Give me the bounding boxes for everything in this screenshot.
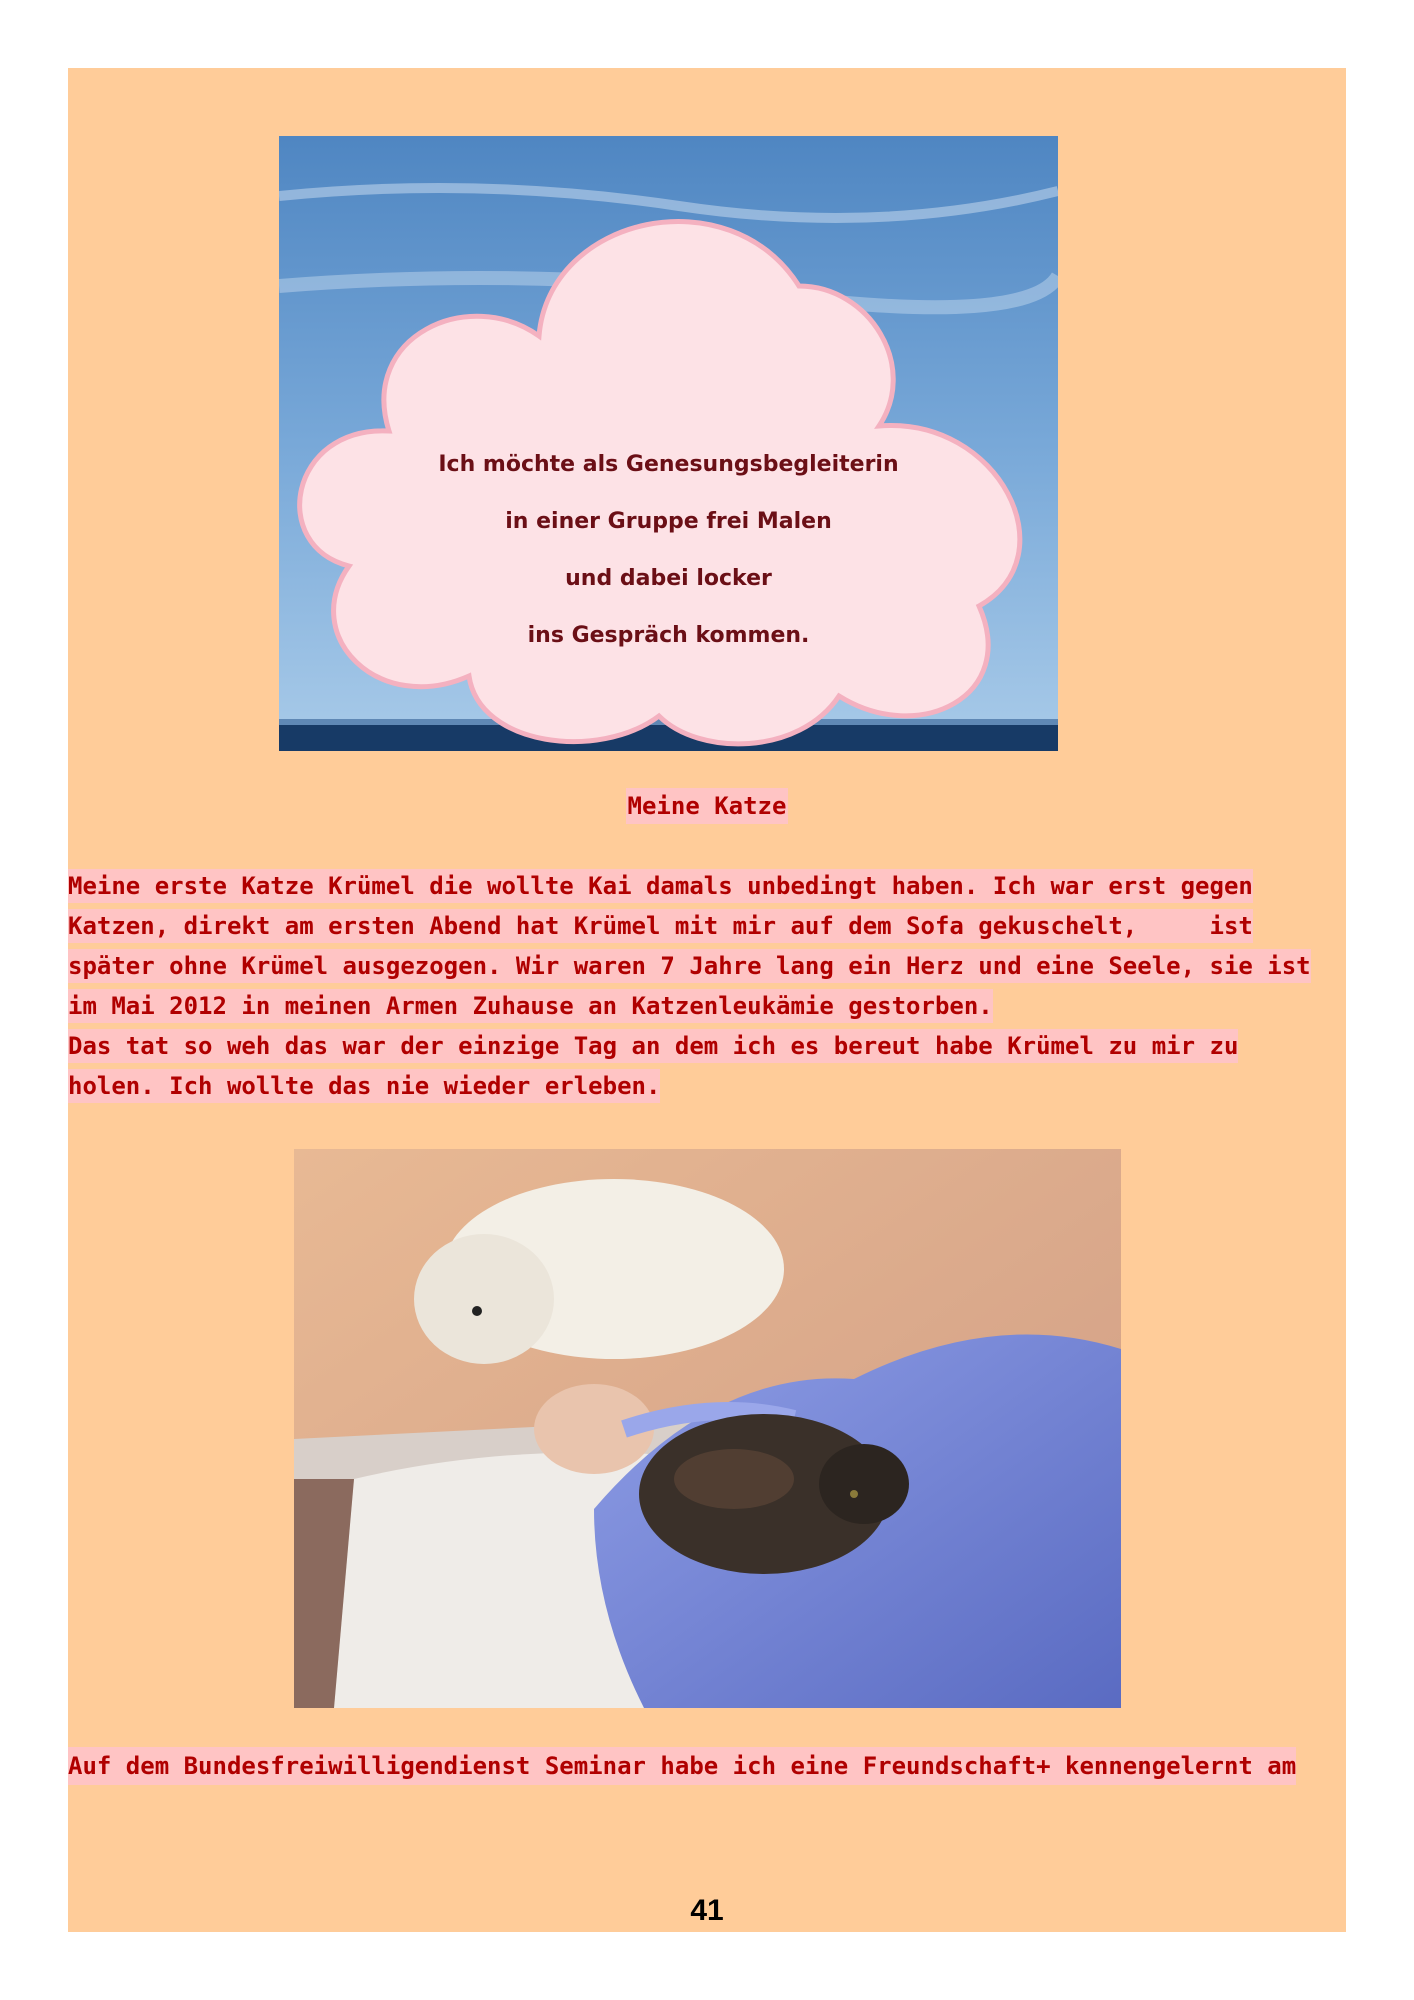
page-number: 41: [690, 1894, 724, 1927]
paragraph-line: im Mai 2012 in meinen Armen Zuhause an Katzenleukämie gestorben.: [68, 989, 993, 1023]
cloud-line: und dabei locker: [565, 566, 772, 591]
paragraph-line: später ohne Krümel ausgezogen. Wir waren 7 Jahre lang ein Herz und eine Seele, sie ist: [68, 949, 1311, 983]
paragraph-line: Katzen, direkt am ersten Abend hat Krümel mit mir auf dem Sofa gekuschelt, ist: [68, 909, 1253, 943]
cloud-photo: [279, 136, 1058, 751]
cat-illustration: [294, 1149, 1121, 1708]
paragraph-line: Das tat so weh das war der einzige Tag an dem ich es bereut habe Krümel zu mir zu: [68, 1029, 1238, 1063]
section-title-text: Meine Katze: [626, 788, 789, 824]
cat-photo: [294, 1149, 1121, 1708]
section-title: [68, 792, 1346, 820]
page: [68, 68, 1346, 1932]
cloud-line: in einer Gruppe frei Malen: [505, 509, 832, 534]
bottom-text: [68, 1752, 1346, 1780]
section-paragraph: [68, 866, 1311, 1106]
bottom-text-line: Auf dem Bundesfreiwilligendienst Seminar habe ich eine Freundschaft+ kennengelernt am: [68, 1747, 1296, 1785]
paragraph-line: Meine erste Katze Krümel die wollte Kai damals unbedingt haben. Ich war erst gegen: [68, 869, 1253, 903]
cloud-line: ins Gespräch kommen.: [527, 623, 810, 648]
cloud-caption: [279, 436, 1058, 664]
cloud-line: Ich möchte als Genesungsbegleiterin: [438, 452, 899, 477]
paragraph-line: holen. Ich wollte das nie wieder erleben.: [68, 1069, 660, 1103]
